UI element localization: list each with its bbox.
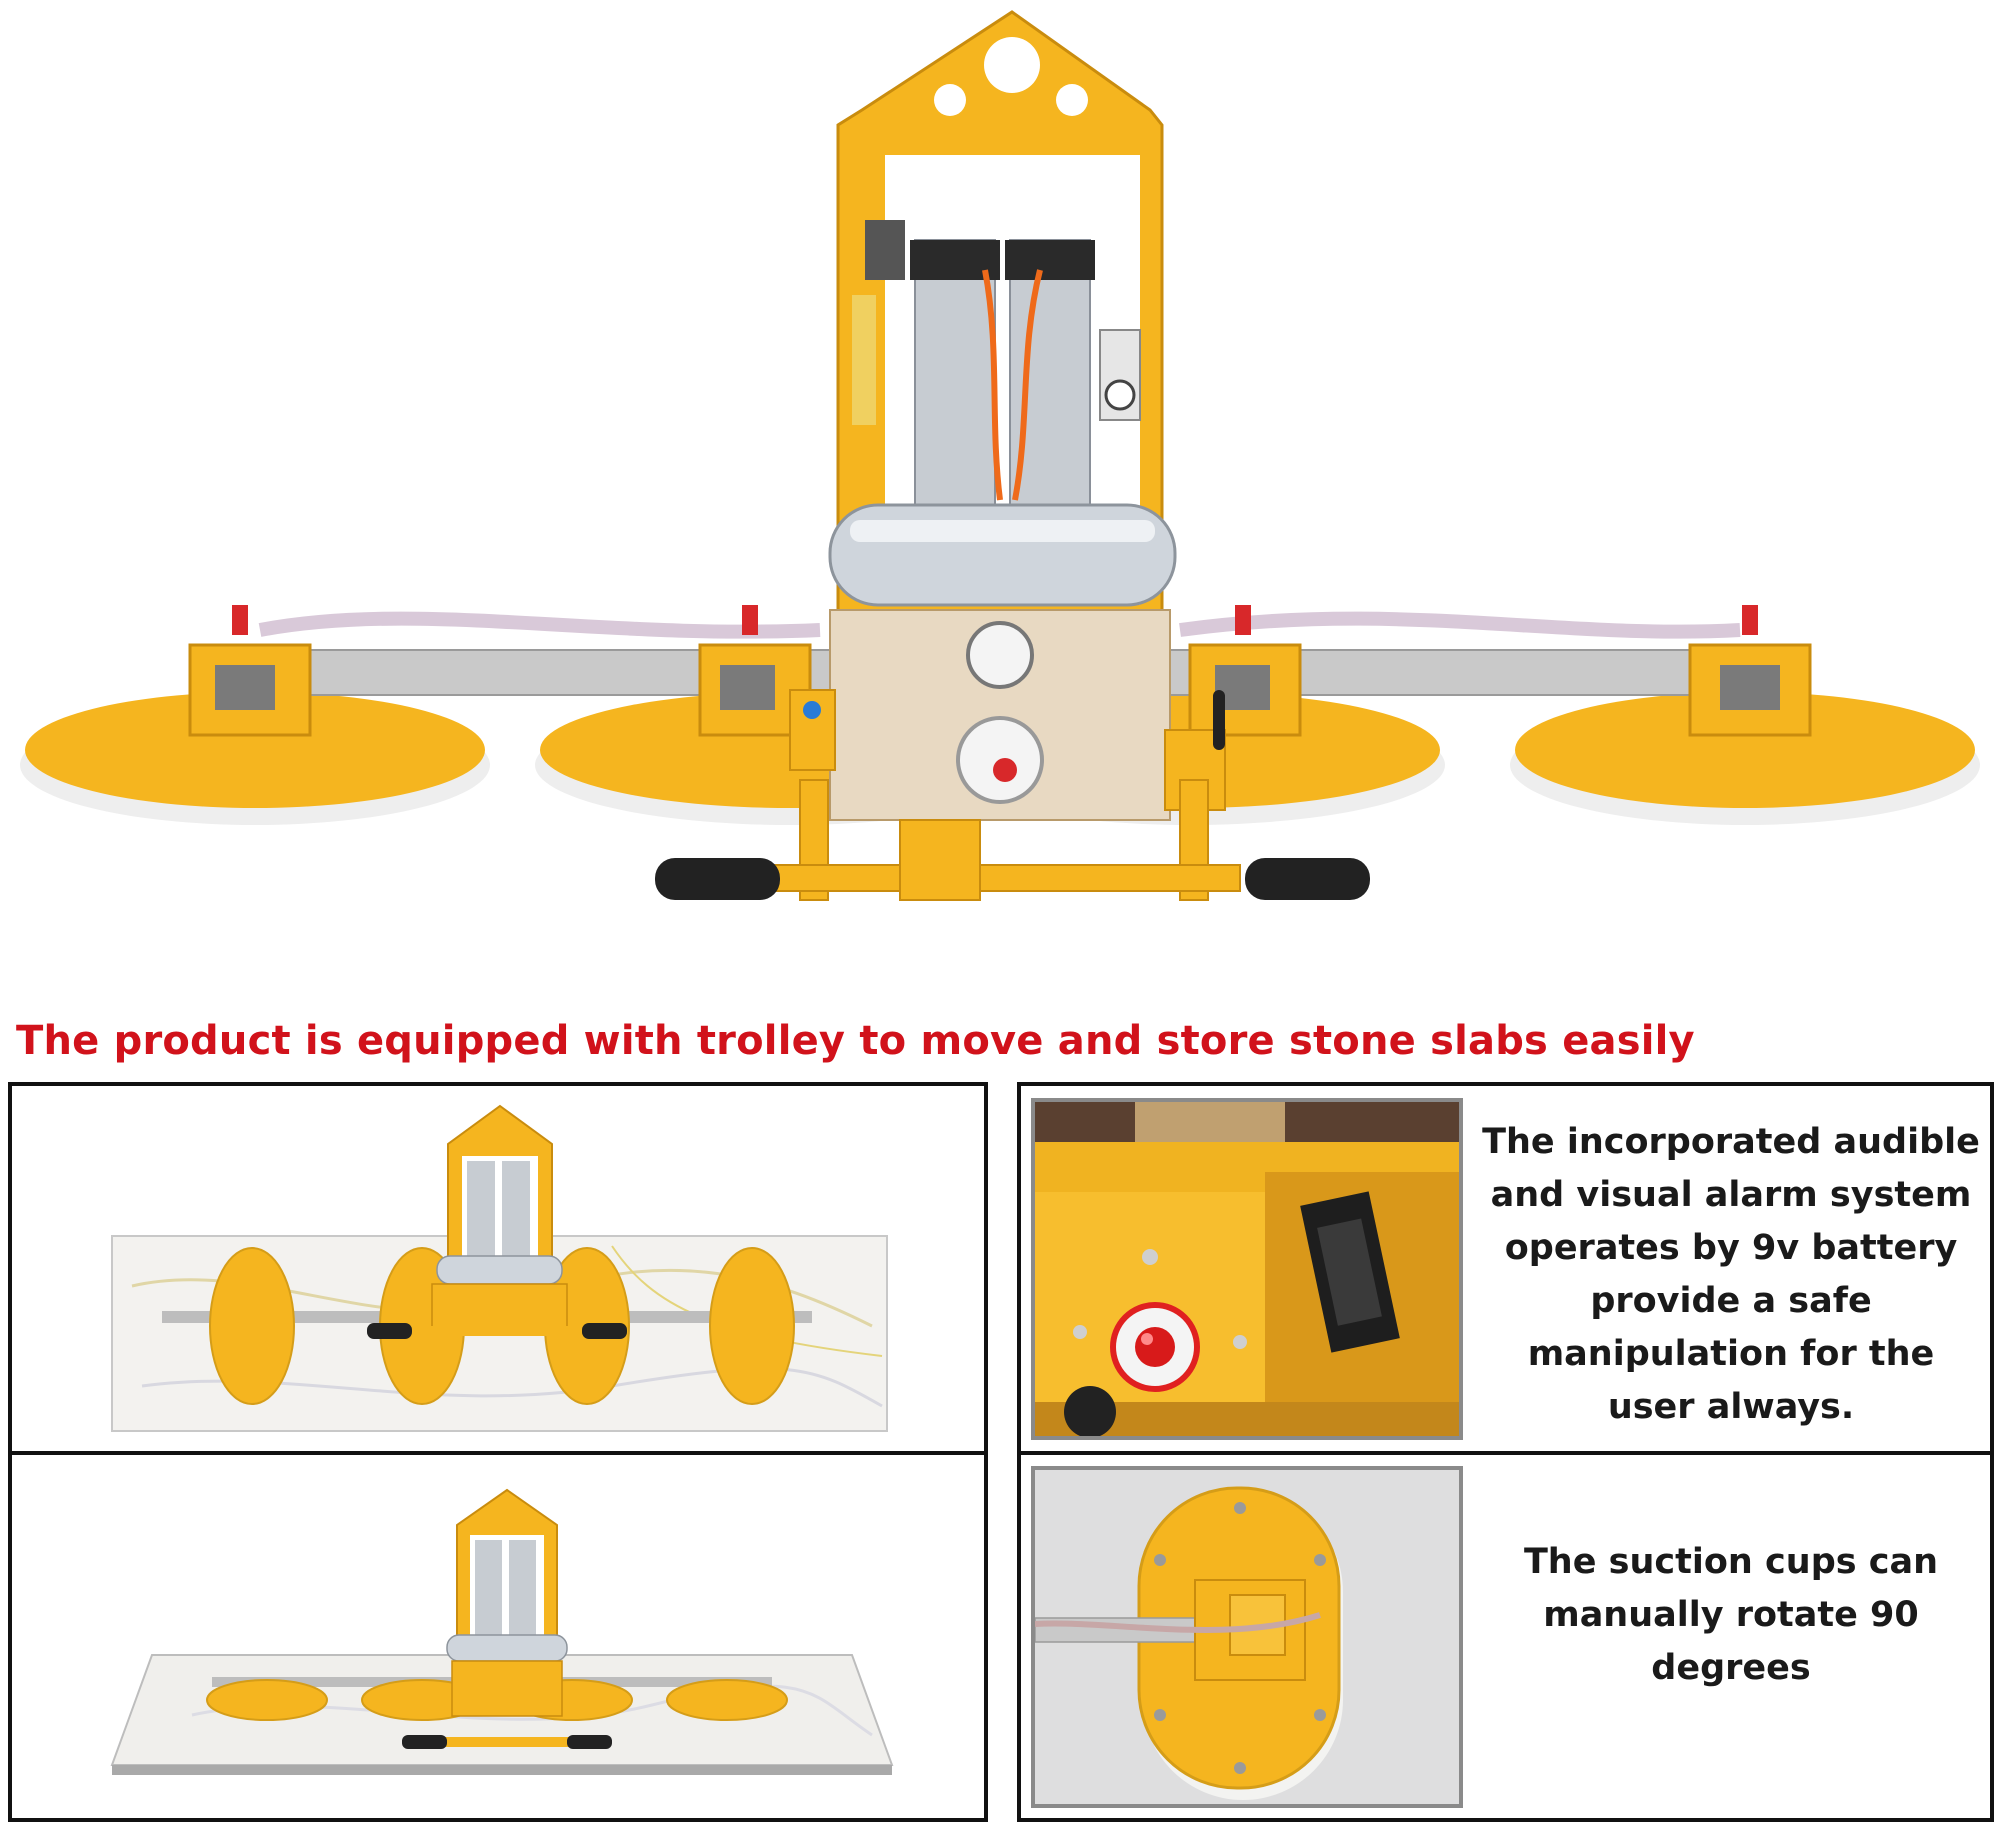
feature-alarm-text: The incorporated audible and visual alarm system operates by 9v battery provide a safe manipulation for the user always. bbox=[1482, 1122, 1980, 1427]
lifter-on-slab-perspective-image bbox=[12, 1455, 984, 1818]
rotating-suction-cup-image bbox=[1031, 1466, 1463, 1808]
panel-divider bbox=[1021, 1451, 1990, 1455]
feature-rotation-text: The suction cups can manually rotate 90 degrees bbox=[1523, 1542, 1939, 1688]
control-body bbox=[790, 610, 1225, 820]
alarm-system-closeup-image bbox=[1031, 1098, 1463, 1440]
features-panel bbox=[1017, 1082, 1994, 1822]
lifter-on-slab-front-view-image bbox=[12, 1086, 984, 1451]
vacuum-tank bbox=[830, 505, 1175, 605]
trolley-usage-panel bbox=[8, 1082, 988, 1822]
headline: The product is equipped with trolley to move and store stone slabs easily bbox=[16, 1018, 1695, 1064]
